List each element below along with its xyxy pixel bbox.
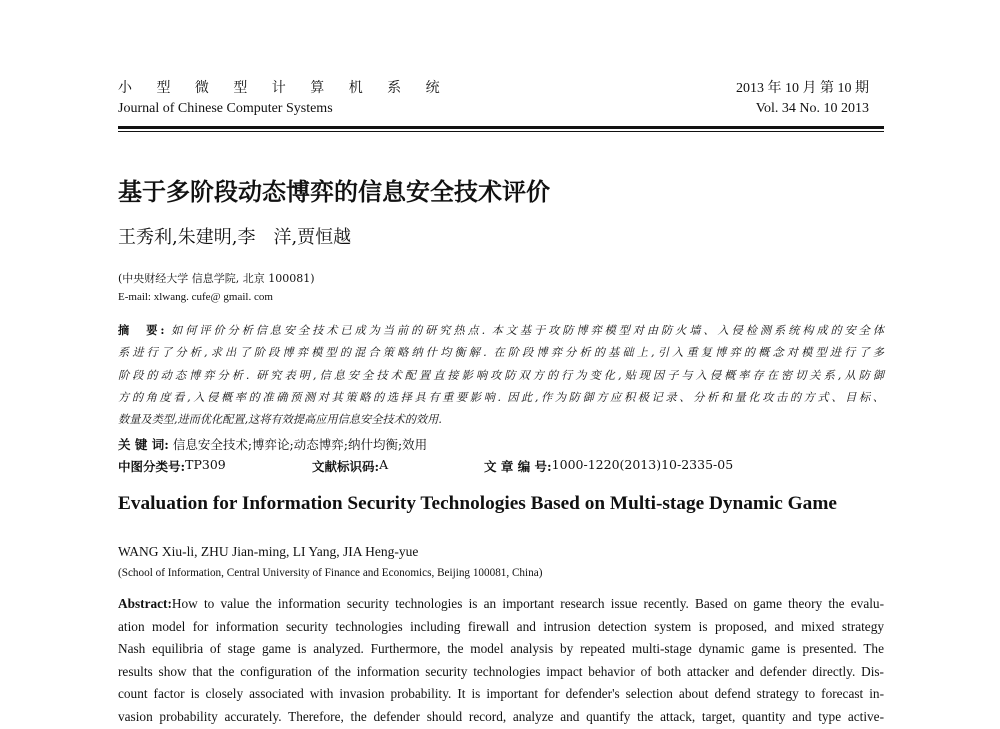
clc-field bbox=[118, 457, 226, 475]
clc-value: TP309 bbox=[185, 457, 226, 472]
keywords-label: 关 键 词: bbox=[118, 437, 169, 452]
article-no-value: 1000-1220(2013)10-2335-05 bbox=[551, 457, 734, 472]
abstract-cn bbox=[118, 319, 884, 431]
abstract-cn-line: 系进行了分析,求出了阶段博弈模型的混合策略纳什均衡解. 在阶段博弈分析的基础上,引入重复博弈的概念对模型进行了多 bbox=[118, 346, 884, 360]
article-title-cn: 基于多阶段动态博弈的信息安全技术评价 bbox=[118, 178, 550, 206]
affiliation-cn: (中央财经大学 信息学院, 北京 100081) bbox=[118, 272, 315, 285]
doc-code-field bbox=[312, 457, 389, 475]
keywords-cn bbox=[118, 435, 427, 453]
abstract-en bbox=[118, 593, 884, 729]
abstract-cn-line: 方的角度看,入侵概率的准确预测对其策略的选择具有重要影响. 因此,作为防御方应积极记录、分析和量化攻击的方式、目标、 bbox=[118, 390, 884, 404]
author-email: E-mail: xlwang. cufe@ gmail. com bbox=[118, 291, 273, 303]
abstract-en-line bbox=[118, 593, 884, 616]
keywords-text: 信息安全技术;博弈论;动态博弈;纳什均衡;效用 bbox=[172, 437, 428, 452]
authors-cn: 王秀利,朱建明,李 洋,贾恒越 bbox=[118, 227, 352, 248]
abstract-en-line: vasion probability accurately. Therefore, the defender should record, analyze and quantify the attack, target, quantity and type active- bbox=[118, 708, 884, 724]
abstract-en-line: Nash equilibria of stage game is analyzed. Furthermore, the model analysis by repeated multi-stage dynamic game is presented. The bbox=[118, 641, 884, 657]
abstract-cn-line bbox=[118, 319, 884, 342]
issue-date: 2013 年 10 月 第 10 期 bbox=[736, 81, 869, 96]
header-rule-thin bbox=[118, 131, 884, 132]
abstract-en-line: count factor is closely associated with invasion probability. It is important for defender's selection about defend strategy to forecast in- bbox=[118, 686, 884, 702]
doc-code-label: 文献标识码: bbox=[312, 459, 380, 474]
volume-info: Vol. 34 No. 10 2013 bbox=[755, 101, 869, 116]
abstract-en-line: results show that the configuration of the information security technologies impact behavior of both attacker and defender directly. Dis- bbox=[118, 663, 884, 679]
journal-title-cn: 小 型 微 型 计 算 机 系 统 bbox=[118, 80, 450, 96]
doc-code-value: A bbox=[379, 457, 389, 472]
authors-en: WANG Xiu-li, ZHU Jian-ming, LI Yang, JIA Heng-yue bbox=[118, 544, 419, 559]
abstract-en-text: How to value the information security technologies is an important research issue recently. Based on game theory the evalu- bbox=[171, 596, 884, 611]
article-no-field bbox=[484, 457, 734, 475]
abstract-cn-text: 如何评价分析信息安全技术已成为当前的研究热点. 本文基于攻防博弈模型对由防火墙、入侵检测系统构成的安全体 bbox=[170, 324, 884, 337]
journal-title-en: Journal of Chinese Computer Systems bbox=[118, 101, 333, 116]
article-no-label: 文 章 编 号: bbox=[484, 459, 552, 474]
affiliation-en: (School of Information, Central University of Finance and Economics, Beijing 100081, China) bbox=[118, 567, 543, 579]
abstract-cn-line: 数量及类型,进而优化配置,这将有效提高应用信息安全技术的效用. bbox=[118, 413, 442, 427]
abstract-cn-line: 阶段的动态博弈分析. 研究表明,信息安全技术配置直接影响攻防双方的行为变化,贴现因子与入侵概率存在密切关系,从防御 bbox=[118, 368, 884, 382]
article-title-en: Evaluation for Information Security Technologies Based on Multi-stage Dynamic Game bbox=[118, 493, 837, 514]
abstract-en-label: Abstract: bbox=[118, 596, 172, 611]
header-rule-thick bbox=[118, 126, 884, 129]
clc-label: 中图分类号: bbox=[118, 459, 186, 474]
abstract-cn-label: 摘 要: bbox=[118, 323, 165, 337]
abstract-en-line: ation model for information security technologies including firewall and intrusion detection system is proposed, and mixed strategy bbox=[118, 618, 884, 634]
